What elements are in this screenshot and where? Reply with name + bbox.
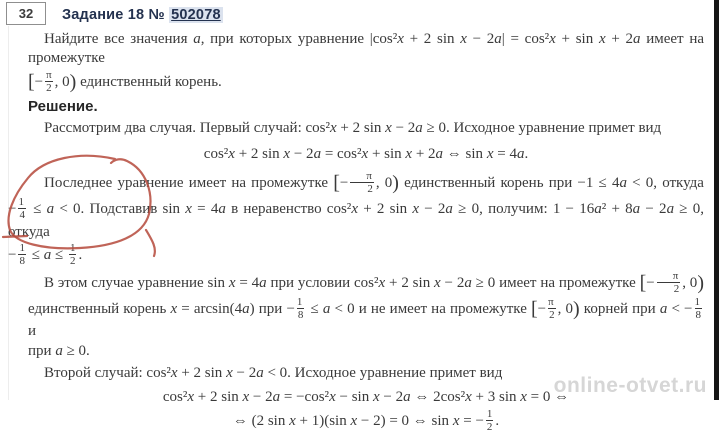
equation-case1: cos²x + 2 sin x − 2a = cos²x + sin x + 2a ⇔ sin x = 4a.: [203, 146, 529, 163]
solution-heading: Решение.: [28, 98, 98, 116]
problem-line-2: [− $\frac{\pi}{2}$ , 0) единственный корень.: [28, 69, 222, 95]
equation-case2-line1: cos²x + 2 sin x − 2a = −cos²x − sin x − 2a ⇔ 2cos²x + 3 sin x = 0 ⇔: [162, 389, 570, 406]
solution-line-this-case-1: В этом случае уравнение sin x = 4a при условии cos²x + 2 sin x − 2a ≥ 0 имеет на промежутке [− $\frac{\pi}{2}$ , 0): [44, 269, 704, 295]
solution-line-last-eq-1: Последнее уравнение имеет на промежутке [− $\frac{\pi}{2}$ , 0) единственный корень при −1 ≤ 4a < 0, откуда: [44, 170, 704, 196]
equation-case2-line2: ⇔ (2 sin x + 1)(sin x − 2) = 0 ⇔ sin x = − $\frac{1}{2}$ .: [232, 408, 500, 434]
task-label: Задание 18 №: [62, 7, 165, 23]
solution-line-case2-intro: Второй случай: cos²x + 2 sin x − 2a < 0. Исходное уравнение примет вид: [44, 365, 503, 382]
page-number-box: [6, 2, 46, 25]
solution-line-result-interval: − $\frac{1}{8}$ ≤ a ≤ $\frac{1}{2}$ .: [8, 241, 83, 267]
task-number-link[interactable]: 502078: [171, 7, 221, 23]
watermark: online-otvet.ru: [553, 374, 707, 397]
right-border-strip: [714, 0, 719, 400]
solution-line-case1-intro: Рассмотрим два случая. Первый случай: cos²x + 2 sin x − 2a ≥ 0. Исходное уравнение примет вид: [44, 120, 662, 137]
solution-line-this-case-3: при a ≥ 0.: [28, 343, 90, 360]
solution-line-this-case-2: единственный корень x = arcsin(4a) при − $\frac{1}{8}$ ≤ a < 0 и не имеет на промежутке [− $\frac{\pi}{2}$ , 0) корней при a < − $\frac{1}{8}$ и: [28, 295, 701, 340]
page-number: 32: [18, 6, 34, 21]
problem-line-1: Найдите все значения a, при которых уравнение |cos²x + 2 sin x − 2a| = cos²x + sin x + 2a имеет на промежутке: [28, 31, 705, 66]
task-header: [62, 7, 223, 23]
solution-line-last-eq-2: − $\frac{1}{4}$ ≤ a < 0. Подставив sin x = 4a в неравенство cos²x + 2 sin x − 2a ≥ 0, получим: 1 − 16a² + 8a − 2a ≥ 0, откуда: [8, 196, 704, 240]
